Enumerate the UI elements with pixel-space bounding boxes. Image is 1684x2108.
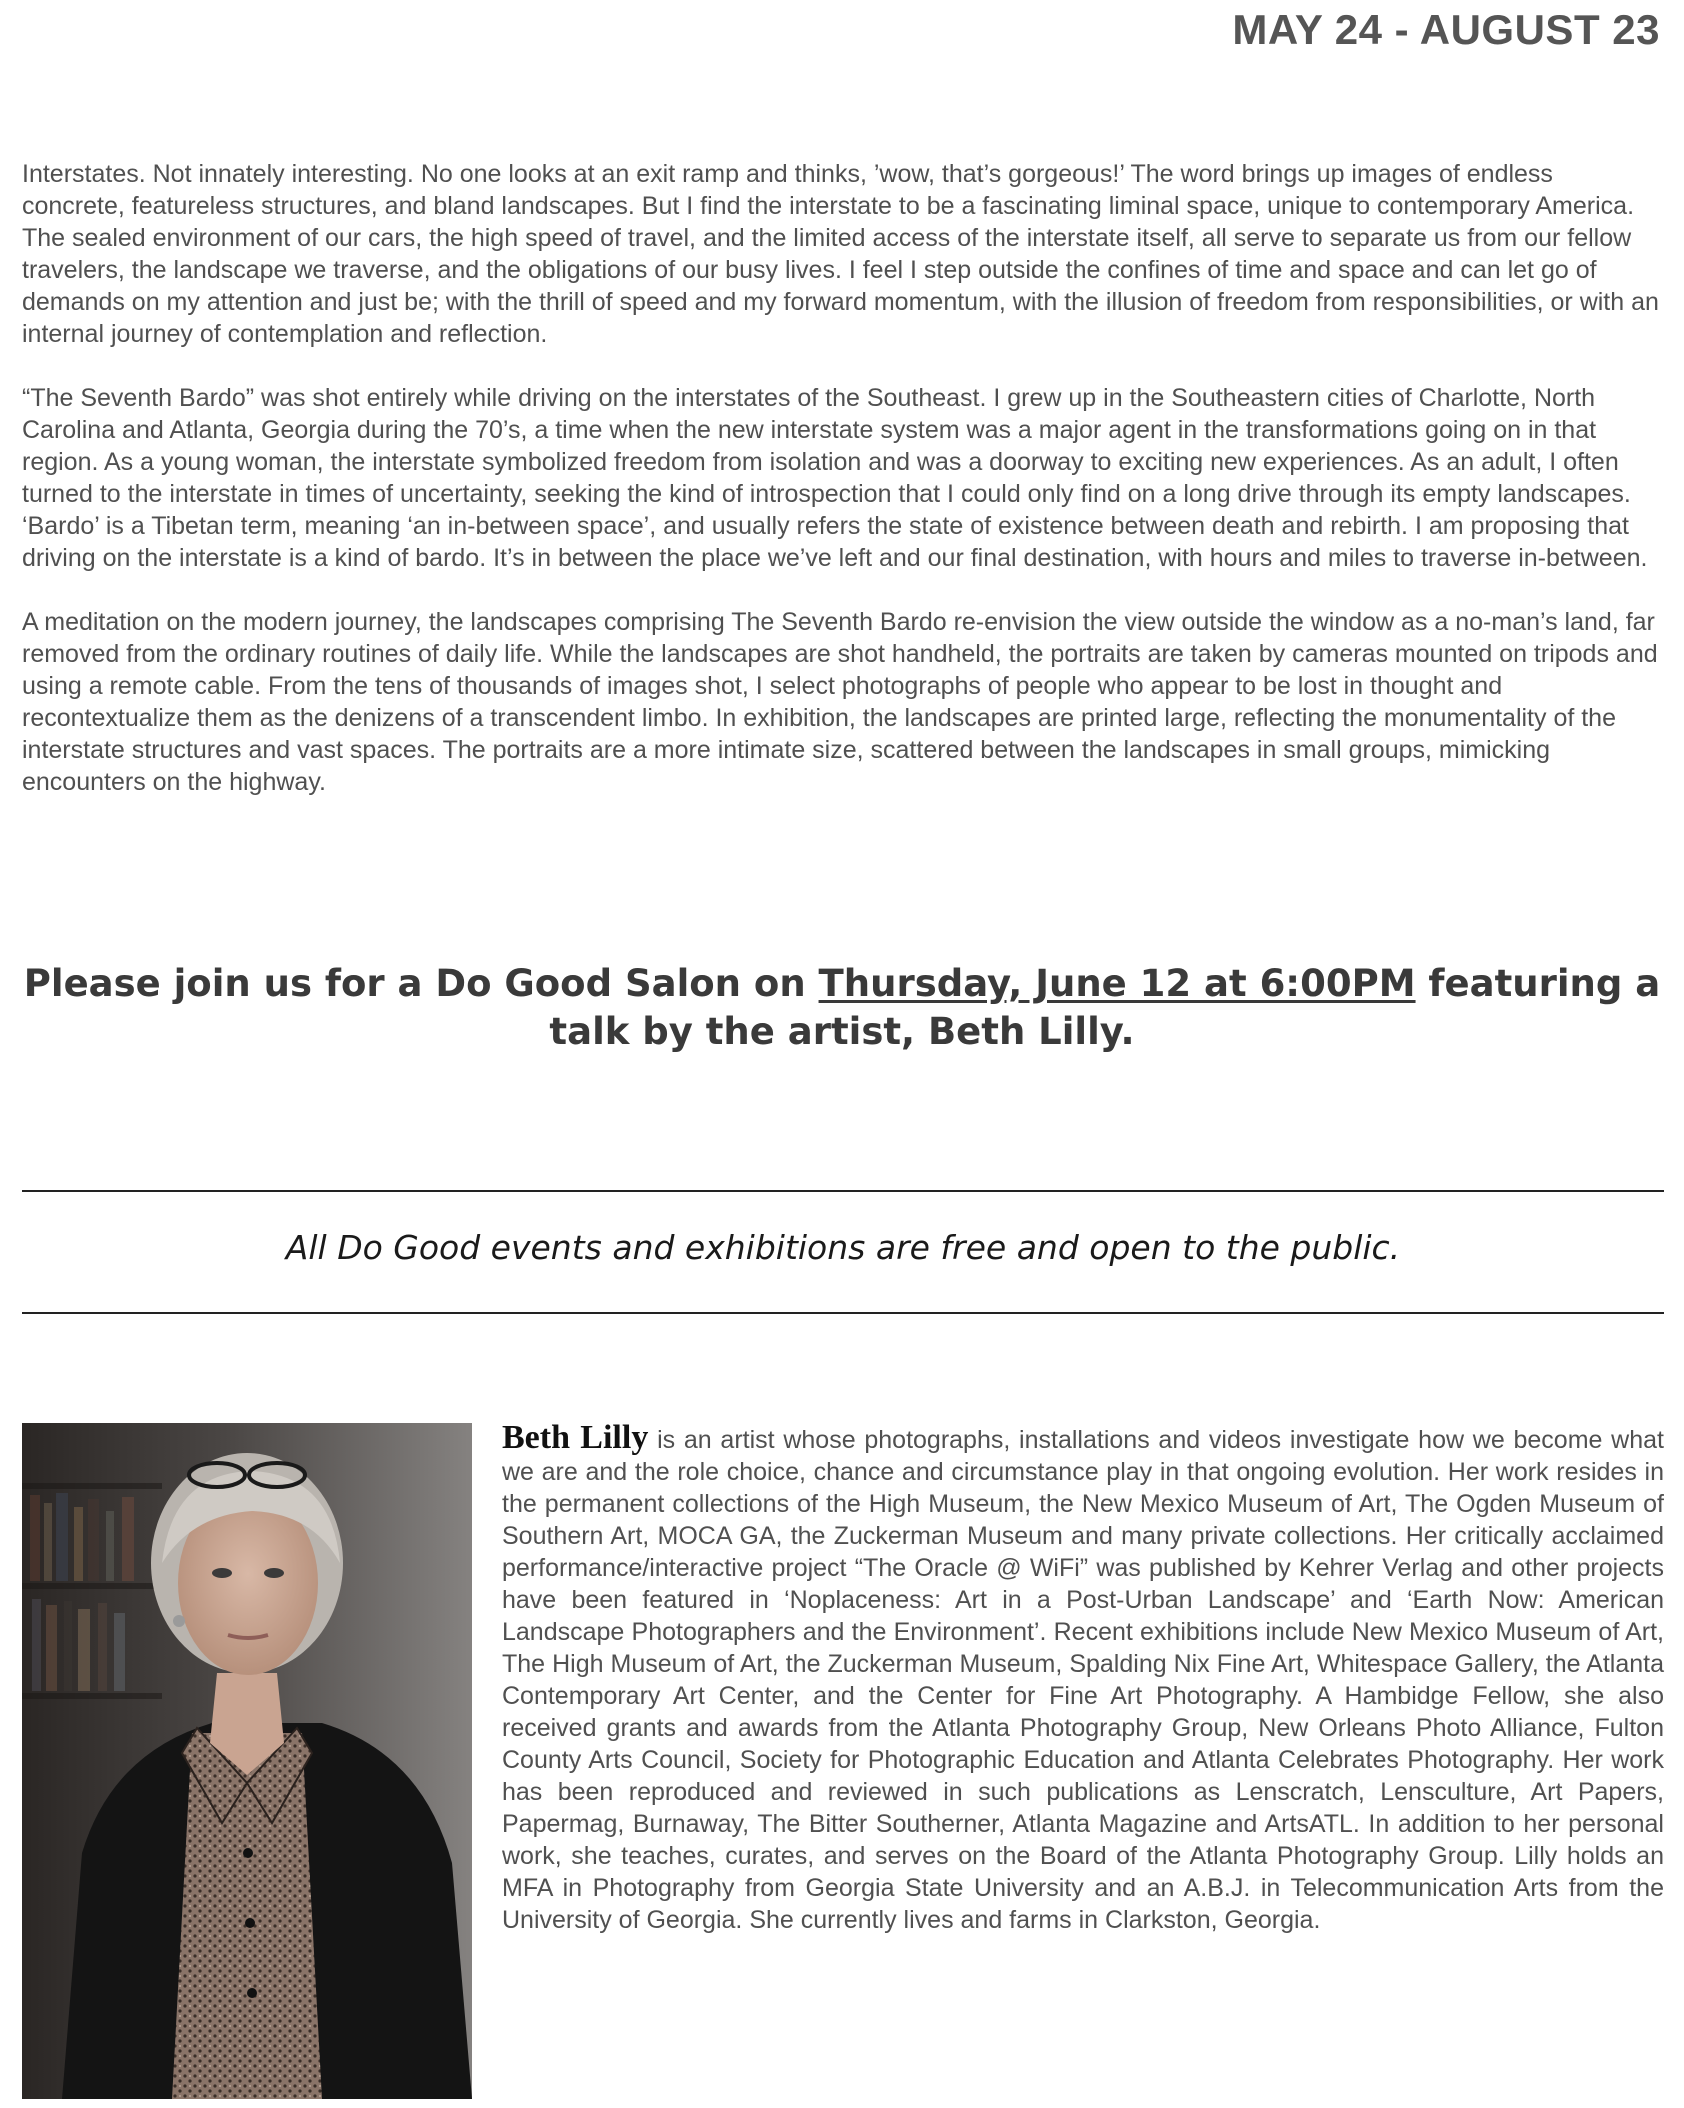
statement-paragraph: Interstates. Not innately interesting. No one looks at an exit ramp and thinks, ’wow, that’s gorgeous!’ The word brings up images of endless concrete, featureless structures, and bland landscapes. But I find the interstate to be a fascinating liminal space, unique to contemporary America. The sealed environment of our cars, the high speed of travel, and the limited access of the interstate itself, all serve to separate us from our fellow travelers, the landscape we traverse, and the obligations of our busy lives. I feel I step outside the confines of time and space and can let go of demands on my attention and just be; with the thrill of speed and my forward momentum, with the illusion of freedom from responsibilities, or with an internal journey of contemplation and reflection. xyxy=(22,160,1659,348)
salon-date-link[interactable]: Thursday, June 12 at 6:00PM xyxy=(818,962,1416,1005)
salon-intro-text: Please join us for a Do Good Salon on xyxy=(23,962,819,1005)
divider-bottom xyxy=(22,1312,1664,1314)
free-admission-note: All Do Good events and exhibitions are free and open to the public. xyxy=(285,1228,1401,1267)
salon-announcement xyxy=(22,960,1662,1056)
artist-bio xyxy=(502,1419,1664,1936)
statement-paragraph: “The Seventh Bardo” was shot entirely while driving on the interstates of the Southeast. I grew up in the Southeastern cities of Charlotte, North Carolina and Atlanta, Georgia during the 70’s, a time when the new interstate system was a major agent in the transformations going on in that region. As a young woman, the interstate symbolized freedom from isolation and was a doorway to exciting new experiences. As an adult, I often turned to the interstate in times of uncertainty, seeking the kind of introspection that I could only find on a long drive through its empty landscapes. ‘Bardo’ is a Tibetan term, meaning ‘an in-between space’, and usually refers the state of existence between death and rebirth. I am proposing that driving on the interstate is a kind of bardo. It’s in between the place we’ve left and our final destination, with hours and miles to traverse in-between. xyxy=(22,384,1648,572)
bio-text: is an artist whose photographs, installations and videos investigate how we become what we are and the role choice, chance and circumstance play in that ongoing evolution. Her work resides in the permanent collections of the High Museum, the New Mexico Museum of Art, The Ogden Museum of Southern Art, MOCA GA, the Zuckerman Museum and many private collections. Her critically acclaimed performance/interactive project “The Oracle @ WiFi” was published by Kehrer Verlag and other projects have been featured in ‘Noplaceness: Art in a Post-Urban Landscape’ and ‘Earth Now: American Landscape Photographers and the Environment’. Recent exhibitions include New Mexico Museum of Art, The High Museum of Art, the Zuckerman Museum, Spalding Nix Fine Art, Whitespace Gallery, the Atlanta Contemporary Art Center, and the Center for Fine Art Photography. A Hambidge Fellow, she also received grants and awards from the Atlanta Photography Group, New Orleans Photo Alliance, Fulton County Arts Council, Society for Photographic Education and Atlanta Celebrates Photography. Her work has been reproduced and reviewed in such publications as Lenscratch, Lensculture, Art Papers, Papermag, Burnaway, The Bitter Southerner, Atlanta Magazine and ArtsATL. In addition to her personal work, she teaches, curates, and serves on the Board of the Atlanta Photography Group. Lilly holds an MFA in Photography from Georgia State University and an A.B.J. in Telecommunication Arts from the University of Georgia. She currently lives and farms in Clarkston, Georgia. xyxy=(502,1426,1664,1934)
divider-top xyxy=(22,1190,1664,1192)
artist-portrait-photo xyxy=(22,1423,472,2099)
statement-paragraph: A meditation on the modern journey, the landscapes comprising The Seventh Bardo re-envision the view outside the window as a no-man’s land, far removed from the ordinary routines of daily life. While the landscapes are shot handheld, the portraits are taken by cameras mounted on tripods and using a remote cable. From the tens of thousands of images shot, I select photographs of people who appear to be lost in thought and recontextualize them as the denizens of a transcendent limbo. In exhibition, the landscapes are printed large, reflecting the monumentality of the interstate structures and vast spaces. The portraits are a more intimate size, scattered between the landscapes in small groups, mimicking encounters on the highway. xyxy=(22,608,1658,796)
artist-statement xyxy=(22,158,1662,830)
exhibition-date-range: MAY 24 - AUGUST 23 xyxy=(1232,6,1660,53)
salon-outro-text: featuring a talk by the artist, Beth Lilly. xyxy=(549,962,1661,1053)
artist-name: Beth Lilly xyxy=(502,1419,649,1456)
